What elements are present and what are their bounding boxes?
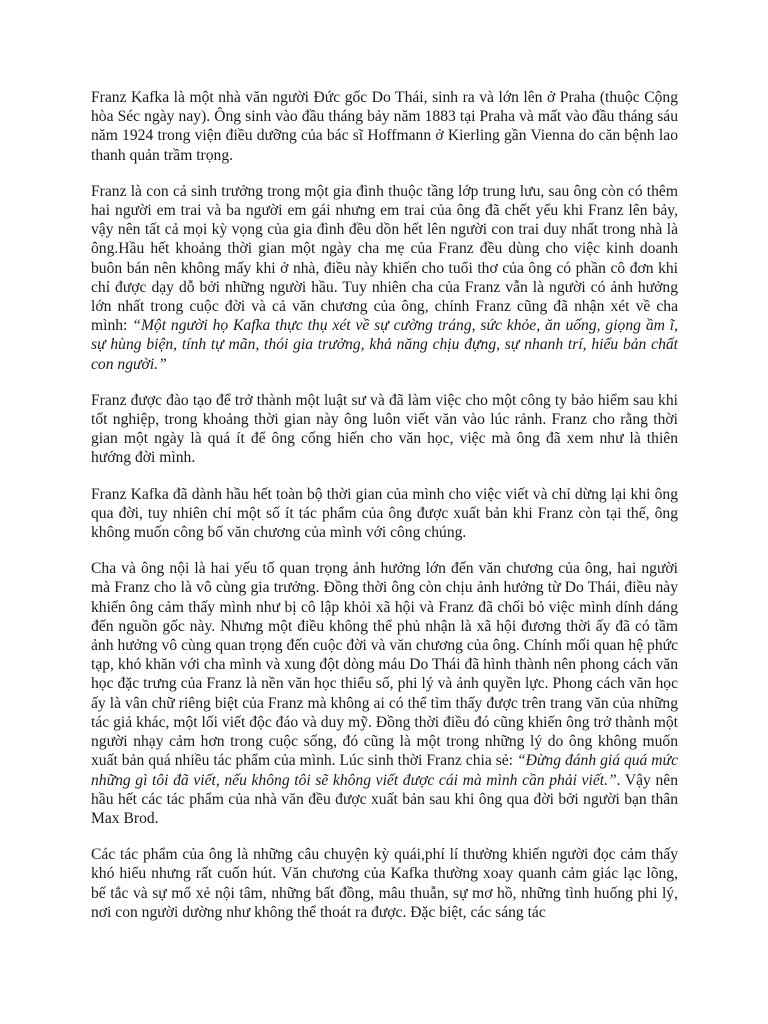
paragraph-text: Các tác phẩm của ông là những câu chuyện kỳ quái,phí lí thường khiến người đọc cảm thấy khó hiểu nhưng rất cuốn hút. Văn chương của Kafka thường xoay quanh cảm giác lạc lõng, bế tắc và sự mổ xẻ nội tâm, những bất đồng, mâu thuẫn, sự mơ hồ, những tình huống phi lý, nơi con người dường như không thể thoát ra được. Đặc biệt, các sáng tác [91, 846, 678, 921]
paragraph-text: Franz Kafka là một nhà văn người Đức gốc Do Thái, sinh ra và lớn lên ở Praha (thuộc Cộng hòa Séc ngày nay). Ông sinh vào đầu tháng bảy năm 1883 tại Praha và mất vào đầu tháng sáu năm 1924 trong viện điều dưỡng của bác sĩ Hoffmann ở Kierling gần Vienna do căn bệnh lao thanh quản trầm trọng. [91, 89, 678, 164]
quote-text: “Đừng đánh giá quá mức những gì tôi đã viết, nếu không tôi sẽ không viết được cái mà mình cần phải viết.” [91, 752, 678, 789]
document-body [91, 88, 678, 922]
paragraph-text: Franz Kafka đã dành hầu hết toàn bộ thời gian của mình cho việc viết và chỉ dừng lại khi ông qua đời, tuy nhiên chỉ một số ít tác phẩm của ông được xuất bản khi Franz còn tại thế, ông không muốn công bố văn chương của mình với công chúng. [91, 485, 678, 542]
paragraph-works [91, 845, 678, 922]
paragraph-writing [91, 485, 678, 543]
paragraph-text: Franz là con cả sinh trưởng trong một gia đình thuộc tầng lớp trung lưu, sau ông còn có thêm hai người em trai và ba người em gái nhưng em trai của ông đã chết yểu khi Franz lên bảy, vậy nên tất cả mọi kỳ vọng của gia đình đều dồn hết lên người con trai duy nhất trong nhà là ông.Hầu hết khoảng thời gian một ngày cha mẹ của Franz đều dùng cho việc kinh doanh buôn bán nên không mấy khi ở nhà, điều này khiến cho tuổi thơ của ông có phần cô đơn khi chỉ được dạy dỗ bởi những người hầu. Tuy nhiên cha của Franz vẫn là người có ảnh hưởng lớn nhất trong cuộc đời và cả văn chương của ông, chính Franz cũng đã nhận xét về cha mình: [91, 182, 678, 335]
paragraph-career [91, 391, 678, 468]
paragraph-intro [91, 88, 678, 165]
paragraph-text: . Vậy nên hầu hết các tác phẩm của nhà văn đều được xuất bản sau khi ông qua đời bởi người bạn thân Max Brod. [91, 771, 678, 827]
paragraph-text: Franz được đào tạo để trở thành một luật sư và đã làm việc cho một công ty bảo hiểm sau khi tốt nghiệp, trong khoảng thời gian này ông luôn viết văn vào lúc rảnh. Franz cho rằng thời gian một ngày là quá ít để ông cống hiến cho văn học, việc mà ông đã xem như là thiên hướng đời mình. [91, 391, 678, 467]
paragraph-text: Cha và ông nội là hai yếu tố quan trọng ảnh hưởng lớn đến văn chương của ông, hai người mà Franz cho là vô cùng gia trưởng. Đồng thời ông còn chịu ảnh hưởng từ Do Thái, điều này khiến ông cảm thấy mình như bị cô lập khỏi xã hội và Franz đã chối bỏ việc mình dính dáng đến nguồn gốc này. Nhưng một điều không thể phủ nhận là xã hội đương thời ấy đã có tầm ảnh hưởng vô cùng quan trọng đến cuộc đời và văn chương của ông. Chính mối quan hệ phức tạp, khó khăn với cha mình và xung đột dòng máu Do Thái đã hình thành nên phong cách văn học đặc trưng của Franz là nền văn học thiểu số, phi lý và ảnh quyền lực. Phong cách văn học ấy là vân chữ riêng biệt của Franz mà không ai có thể tìm thấy được trên trang văn của những tác giả khác, một lối viết độc đáo và duy mỹ. Đồng thời điều đó cũng khiến ông trở thành một người nhạy cảm hơn trong cuộc sống, đó cũng là một trong những lý do ông không muốn xuất bản quá nhiều tác phẩm của mình. Lúc sinh thời Franz chia sẻ: [91, 560, 678, 770]
paragraph-family [91, 182, 678, 374]
quote-text: “Một người họ Kafka thực thụ xét về sự cường tráng, sức khỏe, ăn uống, giọng ầm ĩ, sự hùng biện, tính tự mãn, thói gia trưởng, khả năng chịu đựng, sự nhanh trí, hiểu bản chất con người.” [91, 317, 678, 373]
paragraph-influences [91, 559, 678, 828]
